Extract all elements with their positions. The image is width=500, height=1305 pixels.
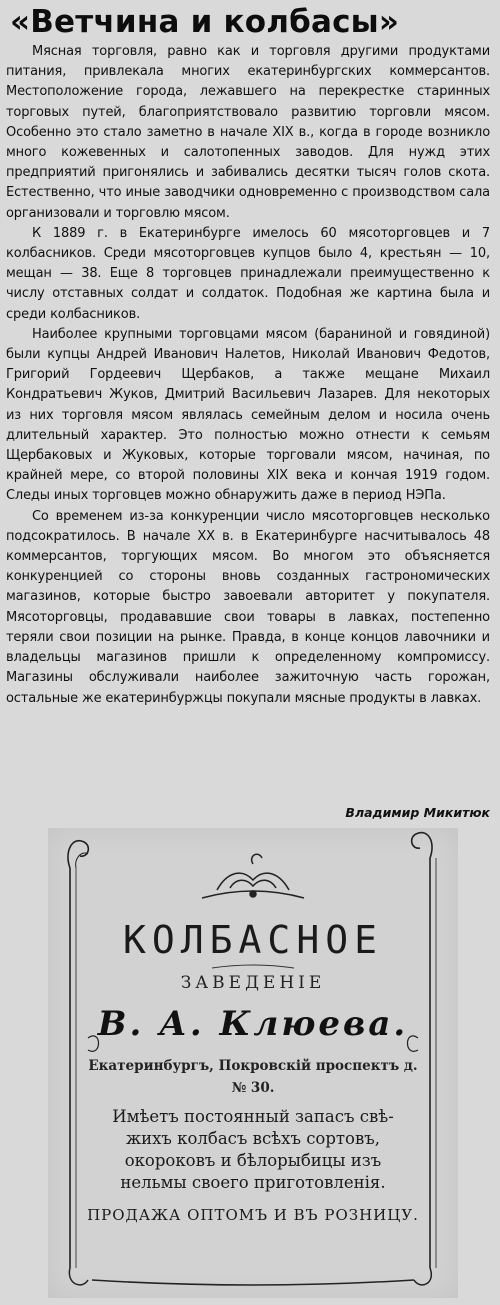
advert-desc-line-1: Имѣетъ постоянный запасъ свѣ- [112,1107,394,1126]
article-author: Владимир Микитюк [345,805,490,820]
top-scroll-ornament [202,854,304,898]
advert-address-line-1: Екатеринбургъ, Покровскій проспектъ д. [88,1058,418,1074]
advert-desc-line-2: жихъ колбасъ всѣхъ сортовъ, [125,1129,381,1148]
advert-subtitle: ЗАВЕДЕНІЕ [180,973,326,993]
bottom-scroll-ornament [69,1268,431,1285]
article-body [6,42,490,709]
advert-description [78,1106,428,1194]
article-paragraph-1: Мясная торговля, равно как и торговля другими продуктами питания, привлекала многих екатеринбургских коммерсантов. Местоположение города, лежавшего на перекрестке старинных торговых путей, благоприятствовало развитию торговли мясом. Особенно это стало заметно в начале XIX в., когда в городе возникло много кожевенных и салотопенных заводов. Для нужд этих предприятий пригонялись и забивались десятки тысяч голов скота. Естественно, что иные заводчики одновременно с производством сала организовали и торговлю мясом. [6,44,490,221]
advert-address [48,1055,458,1099]
vintage-advertisement [48,828,458,1298]
article-title: «Ветчина и колбасы» [10,4,400,40]
advert-footer: ПРОДАЖА ОПТОМЪ И ВЪ РОЗНИЦУ. [87,1206,419,1224]
article-paragraph-3: Наиболее крупными торговцами мясом (бараниной и говядиной) были купцы Андрей Иванович Налетов, Николай Иванович Федотов, Григорий Гордеевич Щербаков, а также мещане Михаил Кондратьевич Жуков, Дмитрий Васильевич Лазарев. Для некоторых из них торговля мясом являлась семейным делом и носила очень длительный характер. Это полностью можно отнести к семьям Щербаковых и Жуковых, которые торговали мясом, начиная, по крайней мере, со второй половины XIX века и кончая 1919 годом. Следы иных торговцев можно обнаружить даже в период НЭПа. [6,326,490,504]
article-paragraph-2: К 1889 г. в Екатеринбурге имелось 60 мясоторговцев и 7 колбасников. Среди мясоторговцев купцов было 4, крестьян — 10, мещан — 38. Еще 8 торговцев принадлежали преимущественно к числу отставных солдат и солдаток. Подобная же картина была и среди колбасников. [6,225,490,322]
advert-title: КОЛБАСНОЕ [123,918,383,962]
advert-desc-line-3: окороковъ и бѣлорыбицы изъ [124,1151,382,1170]
advert-desc-line-4: нельмы своего приготовленія. [120,1173,386,1192]
advert-owner: В. А. Клюева. [97,1004,409,1044]
article-paragraph-4: Со временем из-за конкуренции число мясоторговцев несколько подсократилось. В начале XX в. в Екатеринбурге насчитывалось 48 коммерсантов, торгующих мясом. Во многом это объясняется конкуренцией со стороны вновь созданных гастрономических магазинов, которые быстро завоевали авторитет у покупателя. Мясоторговцы, продававшие свои товары в лавках, постепенно теряли свои позиции на рынке. Правда, в конце концов лавочники и владельцы магазинов пришли к определенному компромиссу. Магазины обслуживали наиболее зажиточную часть горожан, остальные же екатеринбуржцы покупали мясные продукты в лавках. [6,508,490,706]
advert-address-line-2: № 30. [231,1080,275,1096]
